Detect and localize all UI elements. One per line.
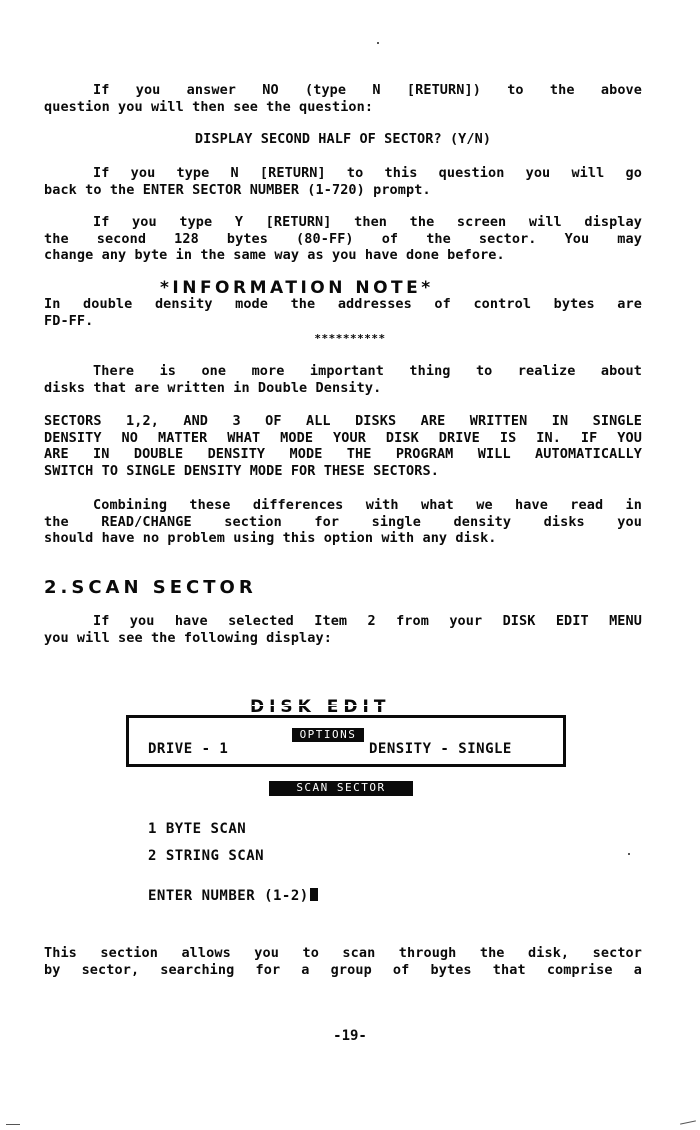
information-note-text	[44, 296, 642, 329]
section-heading: 2.SCAN SECTOR	[44, 577, 257, 598]
scan-speck	[377, 42, 379, 44]
prompt-text: ENTER NUMBER (1-2)	[148, 888, 309, 904]
text-line: If you have selected Item 2 from your DISK EDIT MENU	[93, 613, 642, 629]
text-line: If you answer NO (type N [RETURN]) to the above	[93, 82, 642, 98]
enter-number-prompt	[148, 888, 318, 904]
scan-speck	[628, 853, 630, 855]
options-label: OPTIONS	[292, 728, 364, 742]
cursor-block	[310, 888, 318, 901]
menu-item-string-scan: 2 STRING SCAN	[148, 848, 265, 864]
drive-status: DRIVE - 1	[148, 741, 229, 757]
menu-item-byte-scan: 1 BYTE SCAN	[148, 821, 247, 837]
paragraph-scan-description	[44, 945, 642, 978]
text-line: the READ/CHANGE section for single density disks you	[44, 513, 642, 530]
text-line: There is one more important thing to realize about	[93, 363, 642, 379]
text-line: Combining these differences with what we have read in	[93, 497, 642, 513]
paragraph-selected-item	[44, 613, 642, 646]
information-note-title: *INFORMATION NOTE*	[160, 278, 434, 298]
text-line: If you type Y [RETURN] then the screen will display	[93, 214, 642, 230]
text-line: FD-FF.	[44, 312, 94, 329]
text-line: disks that are written in Double Density.	[44, 379, 382, 396]
text-line: question you will then see the question:	[44, 98, 374, 115]
text-line: back to the ENTER SECTOR NUMBER (1-720) prompt.	[44, 181, 431, 198]
text-line: by sector, searching for a group of bytes that comprise a	[44, 961, 642, 978]
text-line: the second 128 bytes (80-FF) of the sector. You may	[44, 230, 642, 247]
text-line: If you type N [RETURN] to this question you will go	[93, 165, 642, 181]
paragraph-type-y	[44, 214, 642, 264]
text-line: you will see the following display:	[44, 629, 332, 646]
question-line: DISPLAY SECOND HALF OF SECTOR? (Y/N)	[194, 131, 492, 147]
paragraph-answer-no	[44, 82, 642, 115]
stars-divider: **********	[314, 332, 386, 345]
scan-mark	[6, 1124, 20, 1125]
page-number: -19-	[333, 1028, 367, 1044]
text-line: DENSITY NO MATTER WHAT MODE YOUR DISK DRIVE IS IN. IF YOU	[44, 429, 642, 446]
screen-title: DISK EDIT	[250, 697, 450, 717]
text-line: ARE IN DOUBLE DENSITY MODE THE PROGRAM WILL AUTOMATICALLY	[44, 446, 642, 462]
paragraph-type-n	[44, 165, 642, 198]
text-line: In double density mode the addresses of control bytes are	[44, 296, 642, 312]
text-line: should have no problem using this option with any disk.	[44, 530, 497, 546]
text-line: This section allows you to scan through the disk, sector	[44, 945, 642, 961]
scan-mark	[680, 1120, 696, 1124]
paragraph-combining	[44, 497, 642, 547]
text-line: change any byte in the same way as you have done before.	[44, 247, 505, 263]
paragraph-sectors-warning	[44, 413, 642, 479]
paragraph-double-density	[44, 363, 642, 396]
text-line: SWITCH TO SINGLE DENSITY MODE FOR THESE SECTORS.	[44, 462, 439, 479]
density-status: DENSITY - SINGLE	[369, 741, 512, 757]
scan-sector-label: SCAN SECTOR	[269, 781, 413, 796]
text-line: SECTORS 1,2, AND 3 OF ALL DISKS ARE WRITTEN IN SINGLE	[44, 413, 642, 429]
